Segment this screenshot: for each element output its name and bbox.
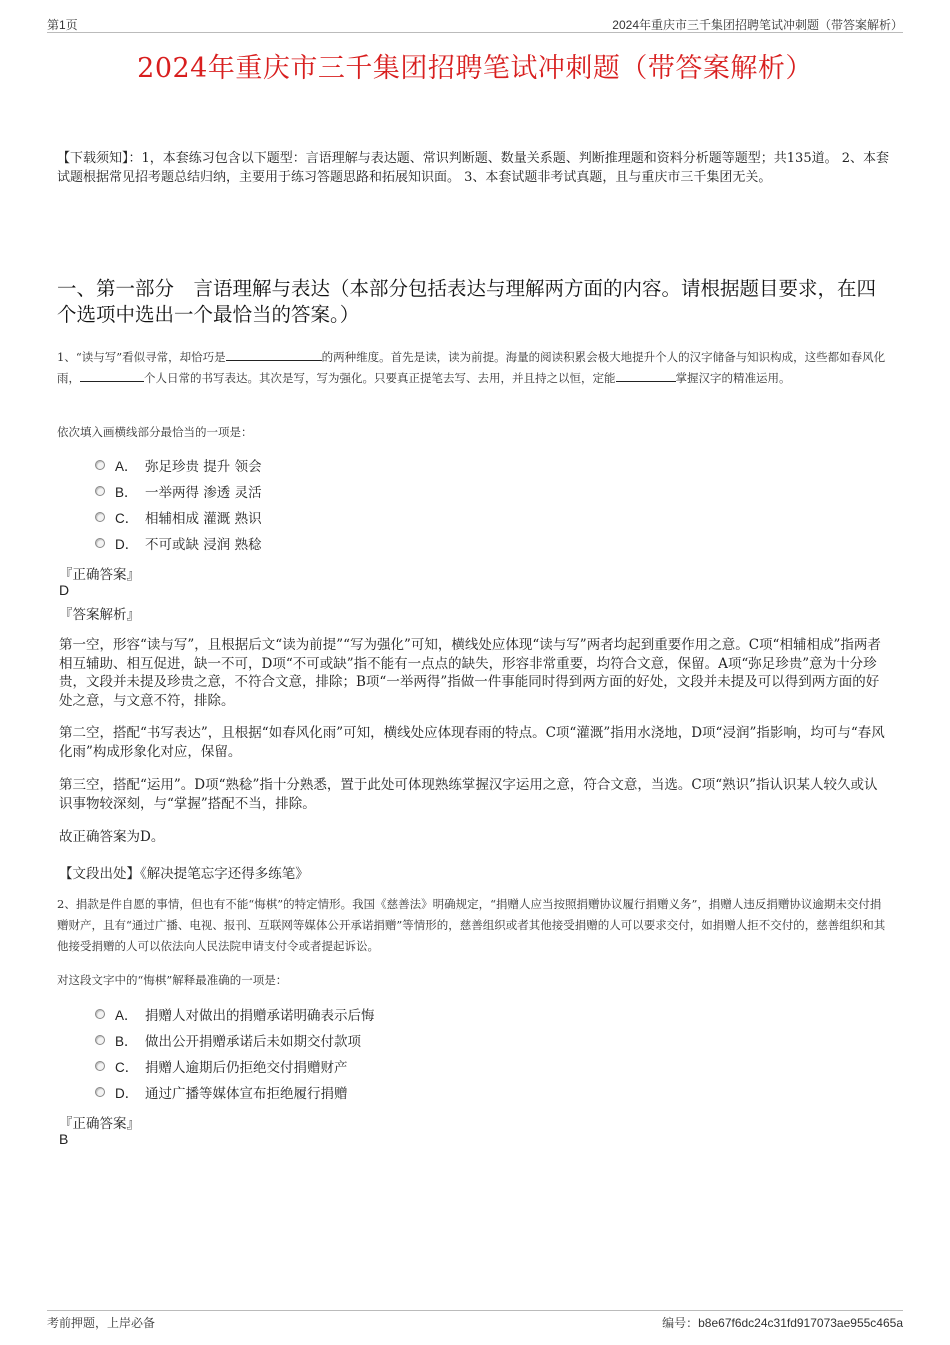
fill-blank [226,348,322,361]
option-a[interactable]: A． 捐赠人对做出的捐赠承诺明确表示后悔 [95,1001,375,1027]
fill-blank [80,369,144,382]
correct-answer-label: 『正确答案』 [59,1116,140,1132]
option-c[interactable]: C． 相辅相成 灌溉 熟识 [95,504,262,530]
analysis-paragraph: 第二空，搭配“书写表达”，且根据“如春风化雨”可知，横线处应体现春雨的特点。C项“灌溉”指用水浇地，D项“浸润”指影响，均可与“春风化雨”构成形象化对应，保留。 [59,725,885,760]
radio-icon[interactable] [95,1009,105,1019]
question-1-prompt: 依次填入画横线部分最恰当的一项是： [57,425,253,439]
document-title: 2024年重庆市三千集团招聘笔试冲刺题（带答案解析） [137,53,813,84]
option-d[interactable]: D． 通过广播等媒体宣布拒绝履行捐赠 [95,1079,375,1105]
download-notice: 【下载须知】：1，本套练习包含以下题型：言语理解与表达题、常识判断题、数量关系题、判断推理题和资料分析题等题型；共135道。 2、本套试题根据常见招考题总结归纳，主要用于练习答题思路和拓展知识面。 3、本套试题非考试真题，且与重庆市三千集团无关。 [57,151,889,185]
correct-answer: B [59,1131,69,1147]
header-doc-title: 2024年重庆市三千集团招聘笔试冲刺题（带答案解析） [612,18,903,32]
question-1-options [95,452,262,556]
fill-blank [616,369,676,382]
radio-icon[interactable] [95,1061,105,1071]
question-2-prompt: 对这段文字中的“悔棋”解释最准确的一项是： [57,973,288,987]
radio-icon[interactable] [95,486,105,496]
question-2-options [95,1001,375,1105]
radio-icon[interactable] [95,1035,105,1045]
radio-icon[interactable] [95,538,105,548]
analysis-paragraph: 第一空，形容“读与写”，且根据后文“读为前提”“写为强化”可知，横线处应体现“读与写”两者均起到重要作用之意。C项“相辅相成”指两者相互辅助、相互促进，缺一不可，D项“不可或缺”指不能有一点点的缺失，形容非常重要，均符合文意，保留。A项“弥足珍贵”意为十分珍贵，文段并未提及珍贵之意，不符合文意，排除；B项“一举两得”指做一件事能同时得到两方面的好处，文段并未提及可以得到两方面的好处之意，与文意不符，排除。 [59,637,881,709]
footer-code: 编号：b8e67f6dc24c31fd917073ae955c465a [662,1316,903,1330]
option-d[interactable]: D． 不可或缺 浸润 熟稔 [95,530,262,556]
option-b[interactable]: B． 一举两得 渗透 灵活 [95,478,262,504]
option-b[interactable]: B． 做出公开捐赠承诺后未如期交付款项 [95,1027,375,1053]
question-2-stem: 2、捐款是件自愿的事情，但也有不能“悔棋”的特定情形。我国《慈善法》明确规定，“捐赠人应当按照捐赠协议履行捐赠义务”，捐赠人违反捐赠协议逾期未交付捐赠财产，且有“通过广播、电视、报刊、互联网等媒体公开承诺捐赠”等情形的，慈善组织或者其他接受捐赠的人可以要求交付，如捐赠人拒不交付的，慈善组织和其他接受捐赠的人可以依法向人民法院申请支付令或者提起诉讼。 [57,897,886,953]
analysis-label: 『答案解析』 [59,607,140,623]
text-source: 【文段出处】《解决提笔忘字还得多练笔》 [59,866,309,882]
radio-icon[interactable] [95,512,105,522]
analysis-paragraph: 第三空，搭配“运用”。D项“熟稔”指十分熟悉，置于此处可体现熟练掌握汉字运用之意，符合文意，当选。C项“熟识”指认识某人较久或认识事物较深刻，与“掌握”搭配不当，排除。 [59,777,878,812]
analysis-conclusion: 故正确答案为D。 [59,829,165,845]
page-header [47,14,903,33]
footer-divider [47,1310,903,1311]
footer-slogan: 考前押题，上岸必备 [47,1316,156,1330]
correct-answer: D [59,582,70,598]
section-title: 一、第一部分 言语理解与表达（本部分包括表达与理解两方面的内容。请根据题目要求，在四个选项中选出一个最恰当的答案。） [57,277,877,326]
option-a[interactable]: A． 弥足珍贵 提升 领会 [95,452,262,478]
page-number: 第1页 [47,18,78,32]
option-c[interactable]: C． 捐赠人逾期后仍拒绝交付捐赠财产 [95,1053,375,1079]
radio-icon[interactable] [95,1087,105,1097]
radio-icon[interactable] [95,460,105,470]
question-1-stem: 1、“读与写”看似寻常，却恰巧是 的两种维度。首先是读，读为前提。海量的阅读积累会极大地提升个人的汉字储备与知识构成，这些都如春风化雨， 个人日常的书写表达。其次是写，写为强化。只要真正提笔去写、去用，并且持之以恒，定能 掌握汉字的精准运用。 [57,350,886,385]
correct-answer-label: 『正确答案』 [59,567,140,583]
